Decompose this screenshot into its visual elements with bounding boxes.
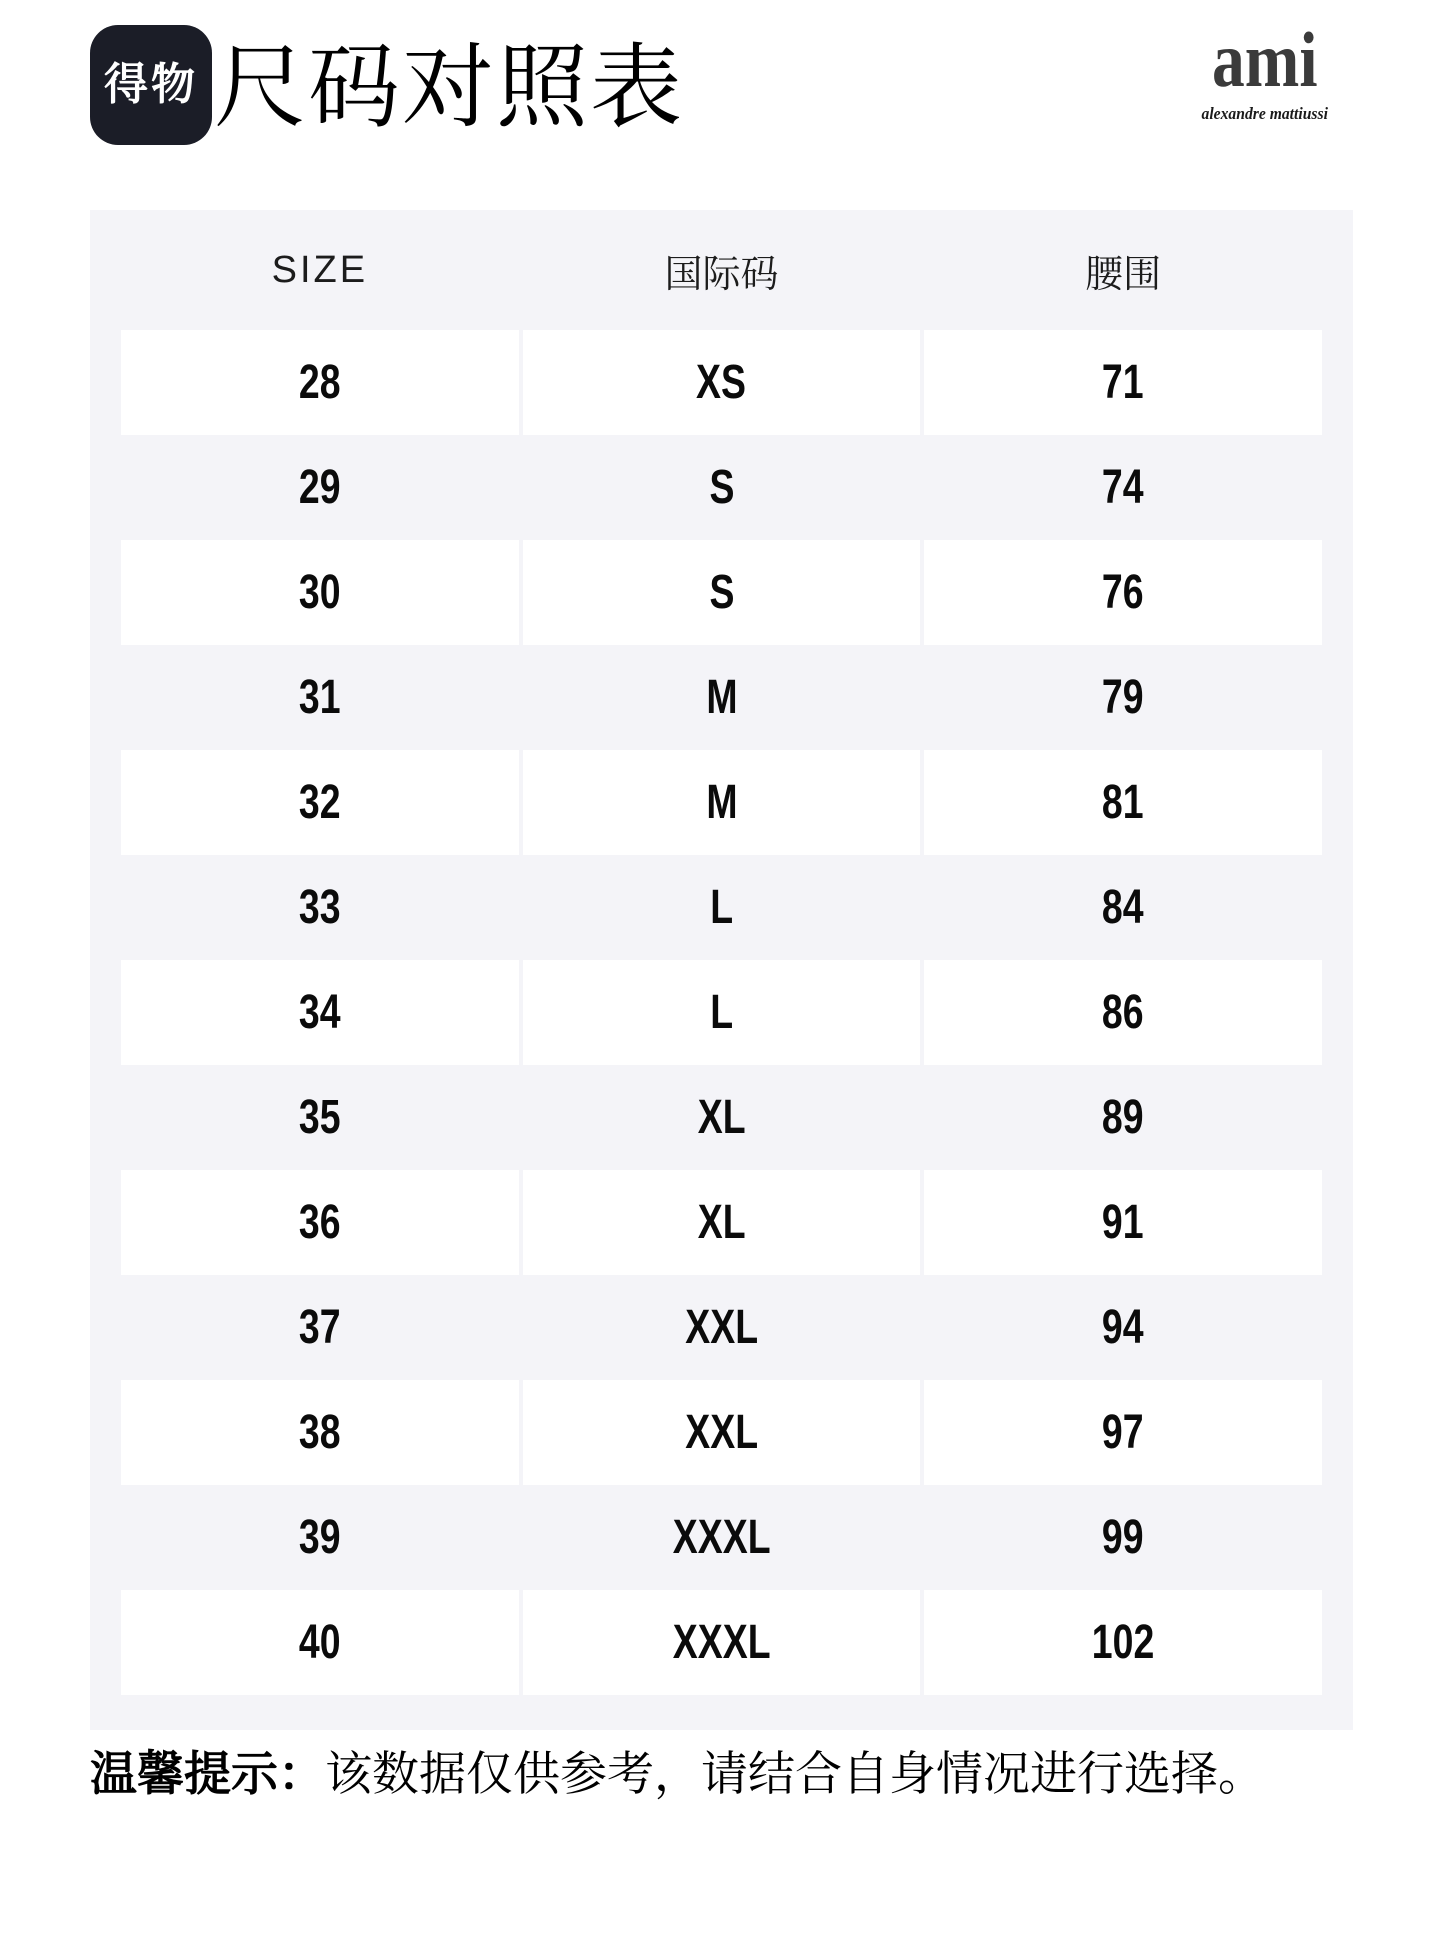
table-cell-value: L (710, 986, 733, 1039)
table-cell-value: 31 (299, 671, 341, 724)
table-cell-value: 71 (1102, 356, 1145, 409)
table-cell (523, 645, 921, 750)
table-cell (523, 1485, 921, 1590)
table-cell-value: 32 (299, 776, 341, 829)
table-cell-value: 34 (299, 986, 341, 1039)
table-cell-value: 102 (1091, 1616, 1155, 1669)
table-row (90, 1275, 1353, 1380)
table-row (90, 1380, 1353, 1485)
table-cell-value: M (705, 671, 738, 724)
table-header-row (90, 210, 1353, 330)
table-cell-value: XL (697, 1196, 746, 1249)
dewu-logo (90, 25, 212, 145)
brand-name: ami (1212, 16, 1318, 103)
table-body (90, 330, 1353, 1695)
table-cell-value: M (705, 776, 738, 829)
table-row (90, 1590, 1353, 1695)
table-cell-value: XL (697, 1091, 746, 1144)
table-cell-value: S (709, 461, 734, 514)
footer-note-label: 温馨提示： (90, 1747, 325, 1800)
table-row (90, 1065, 1353, 1170)
table-cell-value: 89 (1102, 1091, 1145, 1144)
column-header: SIZE (271, 248, 369, 291)
table-row (90, 645, 1353, 750)
table-cell (523, 540, 921, 645)
table-cell (523, 1170, 921, 1275)
table-cell-value: 91 (1102, 1196, 1145, 1249)
table-cell (523, 1275, 921, 1380)
table-cell (121, 750, 519, 855)
table-cell (523, 1590, 921, 1695)
table-cell (121, 645, 519, 750)
column-header: 国际码 (664, 253, 779, 296)
table-cell (121, 960, 519, 1065)
table-cell-value: 84 (1102, 881, 1145, 934)
table-cell (523, 435, 921, 540)
table-cell (924, 1065, 1322, 1170)
page-title: 尺码对照表 (214, 37, 685, 139)
table-cell-value: 40 (299, 1616, 341, 1669)
table-cell (121, 1065, 519, 1170)
table-row (90, 1485, 1353, 1590)
table-cell-value: 35 (299, 1091, 341, 1144)
table-cell (523, 1380, 921, 1485)
table-cell-value: 81 (1102, 776, 1145, 829)
table-cell (121, 1380, 519, 1485)
table-cell-value: XXXL (672, 1616, 771, 1669)
table-row (90, 855, 1353, 960)
table-cell (924, 645, 1322, 750)
table-cell-value: 97 (1102, 1406, 1145, 1459)
table-cell-value: S (709, 566, 734, 619)
brand-subtitle: alexandre mattiussi (1201, 104, 1329, 123)
table-cell (924, 1380, 1322, 1485)
table-cell (121, 1275, 519, 1380)
table-cell (121, 540, 519, 645)
table-cell (924, 435, 1322, 540)
table-cell (523, 855, 921, 960)
table-cell (523, 1065, 921, 1170)
table-cell-value: 99 (1102, 1511, 1145, 1564)
table-cell (121, 855, 519, 960)
table-cell-value: 38 (299, 1406, 341, 1459)
table-cell (924, 855, 1322, 960)
table-cell-value: XXXL (672, 1511, 771, 1564)
table-row (90, 1170, 1353, 1275)
table-row (90, 435, 1353, 540)
table-cell (924, 1275, 1322, 1380)
column-header: 腰围 (1085, 253, 1162, 296)
table-row (90, 540, 1353, 645)
table-cell-value: 74 (1102, 461, 1145, 514)
table-cell (924, 960, 1322, 1065)
table-cell-value: XXL (685, 1301, 758, 1354)
table-cell (121, 1170, 519, 1275)
table-cell (121, 435, 519, 540)
table-cell (924, 1590, 1322, 1695)
table-cell-value: 39 (299, 1511, 341, 1564)
table-cell (924, 750, 1322, 855)
table-cell-value: L (710, 881, 733, 934)
table-cell-value: 86 (1102, 986, 1145, 1039)
table-cell (924, 1170, 1322, 1275)
table-cell (121, 330, 519, 435)
table-cell-value: 28 (299, 356, 341, 409)
table-cell-value: 30 (299, 566, 341, 619)
table-cell (121, 1485, 519, 1590)
footer-note (90, 1744, 1390, 1804)
footer-note-text: 该数据仅供参考，请结合自身情况进行选择。 (325, 1747, 1265, 1800)
table-cell-value: 76 (1102, 566, 1145, 619)
table-row (90, 750, 1353, 855)
table-cell (523, 960, 921, 1065)
size-table (90, 210, 1353, 1730)
table-cell-value: 29 (299, 461, 341, 514)
brand-logo (1180, 18, 1350, 124)
table-cell-value: XXL (685, 1406, 758, 1459)
table-cell (523, 330, 921, 435)
dewu-logo-text: 得物 (104, 60, 198, 109)
table-cell-value: XS (696, 356, 747, 409)
table-cell-value: 79 (1102, 671, 1145, 724)
table-cell (924, 540, 1322, 645)
table-cell (523, 750, 921, 855)
table-cell-value: 33 (299, 881, 341, 934)
table-cell-value: 37 (299, 1301, 341, 1354)
table-cell (924, 330, 1322, 435)
table-cell-value: 36 (299, 1196, 341, 1249)
table-cell-value: 94 (1102, 1301, 1145, 1354)
table-row (90, 960, 1353, 1065)
table-cell (924, 1485, 1322, 1590)
table-cell (121, 1590, 519, 1695)
table-row (90, 330, 1353, 435)
